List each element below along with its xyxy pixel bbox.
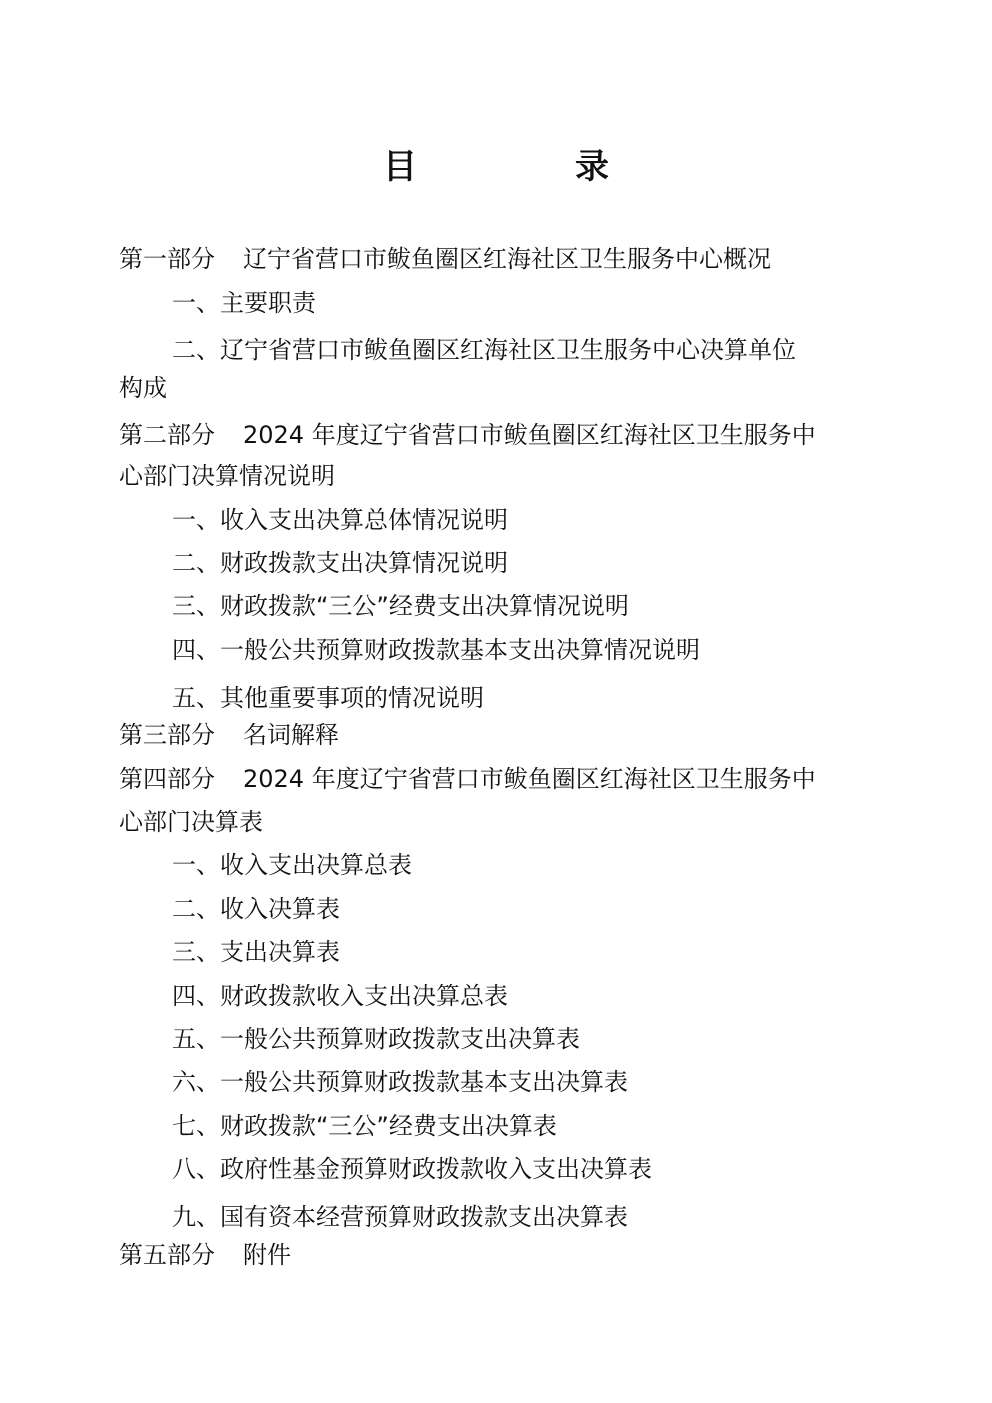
toc-part-title: 2024 年度辽宁省营口市鲅鱼圈区红海社区卫生服务中 [243,421,816,449]
toc-item-continuation: 构成 [119,374,167,402]
toc-item: 二、辽宁省营口市鲅鱼圈区红海社区卫生服务中心决算单位 [172,336,796,364]
toc-item: 一、收入支出决算总体情况说明 [172,506,508,534]
toc-item: 九、国有资本经营预算财政拨款支出决算表 [172,1203,628,1231]
toc-part-3 [119,718,339,752]
toc-item: 三、支出决算表 [172,938,340,966]
toc-part-title: 名词解释 [243,721,339,749]
toc-part-label: 第二部分 [119,421,215,449]
toc-part-label: 第一部分 [119,245,215,273]
toc-item: 四、一般公共预算财政拨款基本支出决算情况说明 [172,636,700,664]
toc-item: 一、收入支出决算总表 [172,851,412,879]
toc-item: 三、财政拨款“三公”经费支出决算情况说明 [172,592,629,620]
toc-part-title-continuation: 心部门决算情况说明 [119,462,335,490]
toc-item: 七、财政拨款“三公”经费支出决算表 [172,1112,557,1140]
toc-item: 六、一般公共预算财政拨款基本支出决算表 [172,1068,628,1096]
toc-part-title-continuation: 心部门决算表 [119,808,263,836]
toc-item: 一、主要职责 [172,289,316,317]
page-title: 目 录 [383,147,671,187]
toc-part-5 [119,1238,291,1272]
toc-part-title: 附件 [243,1241,291,1269]
toc-item: 四、财政拨款收入支出决算总表 [172,982,508,1010]
toc-part-4 [119,762,816,796]
toc-item: 二、收入决算表 [172,895,340,923]
toc-item: 五、其他重要事项的情况说明 [172,684,484,712]
toc-item: 八、政府性基金预算财政拨款收入支出决算表 [172,1155,652,1183]
toc-part-label: 第四部分 [119,765,215,793]
toc-part-label: 第三部分 [119,721,215,749]
toc-part-label: 第五部分 [119,1241,215,1269]
toc-part-1 [119,242,771,276]
toc-part-title: 2024 年度辽宁省营口市鲅鱼圈区红海社区卫生服务中 [243,765,816,793]
toc-part-title: 辽宁省营口市鲅鱼圈区红海社区卫生服务中心概况 [243,245,771,273]
toc-part-2 [119,418,816,452]
toc-item: 二、财政拨款支出决算情况说明 [172,549,508,577]
toc-item: 五、一般公共预算财政拨款支出决算表 [172,1025,580,1053]
